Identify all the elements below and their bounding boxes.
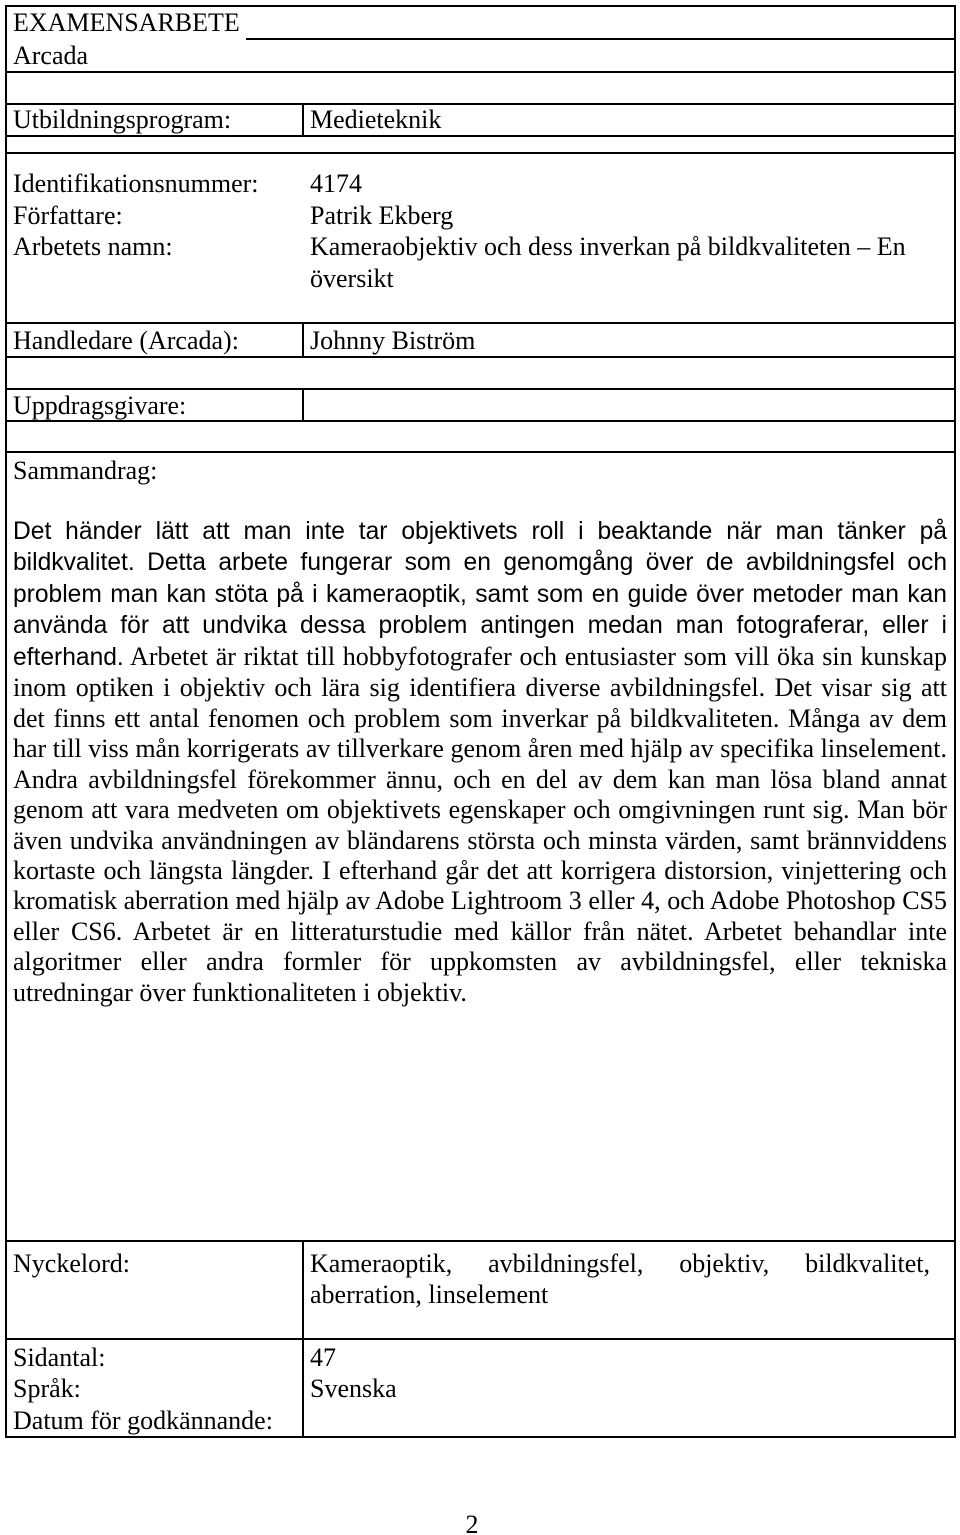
- rule-supervisor-divider: [302, 322, 304, 357]
- id-number-label: Identifikationsnummer:: [13, 169, 259, 198]
- institution-name: Arcada: [13, 41, 89, 70]
- language-value: Svenska: [310, 1374, 397, 1403]
- rule-program-divider: [302, 103, 304, 136]
- page-number: 2: [465, 1510, 479, 1535]
- author-value: Patrik Ekberg: [310, 201, 454, 230]
- rule-spacer: [7, 152, 954, 154]
- rule-keywords-bottom: [7, 1338, 954, 1340]
- supervisor-label: Handledare (Arcada):: [13, 326, 239, 355]
- program-label: Utbildningsprogram:: [13, 105, 232, 134]
- document-heading: EXAMENSARBETE: [13, 8, 240, 37]
- language-label: Språk:: [13, 1374, 81, 1403]
- title-value: Kameraobjektiv och dess inverkan på bildkvaliteten – En översikt: [310, 232, 906, 293]
- keywords-label: Nyckelord:: [13, 1249, 130, 1278]
- author-label: Författare:: [13, 201, 123, 230]
- id-number-value: 4174: [310, 169, 362, 198]
- commissioner-label: Uppdragsgivare:: [13, 391, 187, 420]
- pages-label: Sidantal:: [13, 1343, 106, 1372]
- title-label: Arbetets namn:: [13, 232, 173, 261]
- summary-text-part1: Det händer lätt att man inte tar objektivets roll i beaktande när man tänker på bildkvalitet. Detta arbete fungerar som en genomgång över de avbildningsfel och problem man kan stöta på i kameraoptik, samt som en guide över metoder man kan använda för att undvika dessa problem antingen medan man fotograferar, eller i efterhand.: [13, 518, 947, 671]
- summary-text: [13, 516, 947, 1008]
- rule-commissioner-divider: [302, 388, 304, 421]
- rule-heading: [246, 38, 954, 40]
- keywords-value: Kameraoptik, avbildningsfel, objektiv, bildkvalitet, aberration, linselement: [310, 1249, 930, 1309]
- supervisor-value: Johnny Biström: [310, 326, 476, 355]
- approval-date-label: Datum för godkännande:: [13, 1406, 273, 1435]
- summary-text-part2: Arbetet är riktat till hobbyfotografer och entusiaster som vill öka sin kunskap inom optiken i objektiv och lära sig identifiera diverse avbildningsfel. Det visar sig att det finns ett antal fenomen och problem som inverkar på bildkvaliteten. Många av dem har till viss mån korrigerats av tillverkare genom åren med hjälp av specifika linselement. Andra avbildningsfel förekommer ännu, och en del av dem kan man lösa bland annat genom att vara medveten om objektivets egenskaper och omgivningen runt sig. Man bör även undvika användningen av bländarens största och minsta värden, samt brännviddens kortaste och längsta längder. I efterhand går det att korrigera distorsion, vinjettering och kromatisk aberration med hjälp av Adobe Lightroom 3 eller 4, och Adobe Photoshop CS5 eller CS6. Arbetet är en litteraturstudie med källor från nätet. Arbetet behandlar inte algoritmer eller andra formler för uppkomsten av avbildningsfel, eller tekniska utredningar över funktionaliteten i objektiv.: [13, 641, 947, 1007]
- rule-keywords-top: [7, 1240, 954, 1242]
- pages-value: 47: [310, 1343, 336, 1372]
- rule-supervisor-bottom: [7, 356, 954, 358]
- rule-program-bottom: [7, 135, 954, 137]
- program-value: Medieteknik: [310, 105, 442, 134]
- rule-summary-top: [7, 451, 954, 453]
- rule-supervisor-top: [7, 322, 954, 324]
- rule-footer-divider: [302, 1240, 304, 1436]
- rule-institution: [7, 71, 954, 73]
- summary-label: Sammandrag:: [13, 456, 158, 485]
